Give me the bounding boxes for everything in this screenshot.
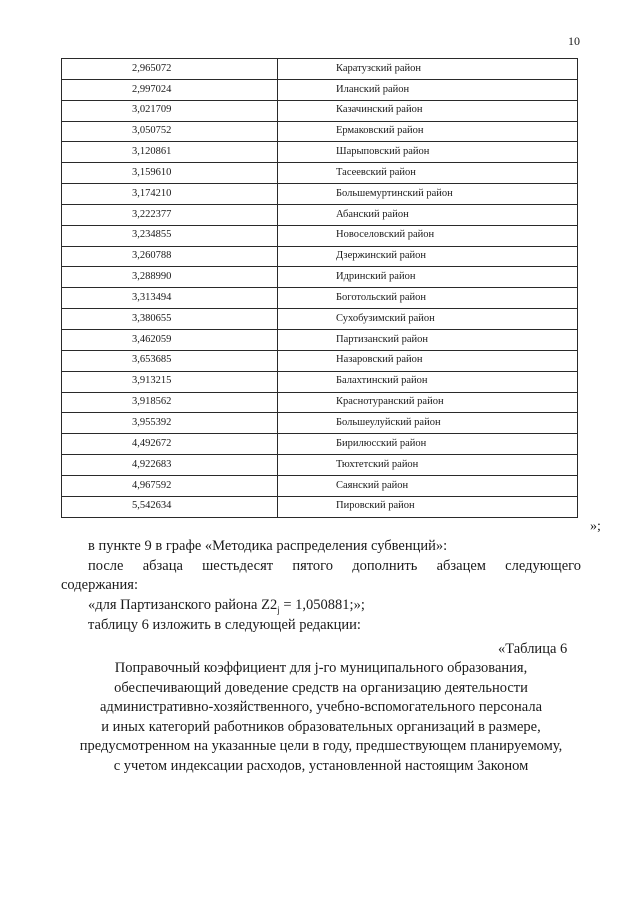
table-row (62, 246, 578, 267)
coefficient-value: 3,380655 (62, 309, 278, 330)
coefficient-value: 3,918562 (62, 392, 278, 413)
table-row (62, 392, 578, 413)
coefficient-value: 3,955392 (62, 413, 278, 434)
district-name: Шарыповский район (278, 142, 578, 163)
coefficient-value: 3,050752 (62, 121, 278, 142)
coefficient-value: 2,997024 (62, 79, 278, 100)
formula-subscript: j (277, 604, 280, 615)
table6-label: «Таблица 6 (498, 641, 568, 657)
coefficient-value: 3,288990 (62, 267, 278, 288)
table-row (62, 184, 578, 205)
table-row (62, 475, 578, 496)
amendment-paragraph-add: после абзаца шестьдесят пятого дополнить абзацем следующего (88, 558, 581, 574)
table-row (62, 225, 578, 246)
amendment-paragraph-add-cont: содержания: (61, 577, 139, 593)
coefficient-value: 3,174210 (62, 184, 278, 205)
table-row (62, 288, 578, 309)
table-row (62, 163, 578, 184)
table-row (62, 371, 578, 392)
formula-suffix: = 1,050881;»; (279, 597, 365, 613)
district-name: Саянский район (278, 475, 578, 496)
coefficient-table (61, 58, 578, 518)
table-row (62, 142, 578, 163)
table-row (62, 413, 578, 434)
coefficient-value: 3,234855 (62, 225, 278, 246)
table-row (62, 267, 578, 288)
table-row (62, 59, 578, 80)
district-name: Дзержинский район (278, 246, 578, 267)
district-name: Тюхтетский район (278, 455, 578, 476)
table-row (62, 204, 578, 225)
district-name: Большеулуйский район (278, 413, 578, 434)
coefficient-value: 2,965072 (62, 59, 278, 80)
coefficient-value: 3,120861 (62, 142, 278, 163)
caption-line: обеспечивающий доведение средств на организацию деятельности (114, 679, 528, 696)
coefficient-value: 3,159610 (62, 163, 278, 184)
caption-line: предусмотренном на указанные цели в году, предшествующем планируемому, (79, 738, 563, 755)
district-name: Тасеевский район (278, 163, 578, 184)
coefficient-value: 3,653685 (62, 350, 278, 371)
table-row (62, 309, 578, 330)
coefficient-value: 4,922683 (62, 455, 278, 476)
coefficient-value: 3,260788 (62, 246, 278, 267)
district-name: Идринский район (278, 267, 578, 288)
caption-line: административно-хозяйственного, учебно-вспомогательного персонала (99, 699, 543, 716)
district-name: Партизанский район (278, 329, 578, 350)
district-name: Назаровский район (278, 350, 578, 371)
table-row (62, 121, 578, 142)
coefficient-value: 3,462059 (62, 329, 278, 350)
coefficient-value: 3,313494 (62, 288, 278, 309)
table-row (62, 350, 578, 371)
district-name: Пировский район (278, 496, 578, 517)
amendment-point-9: в пункте 9 в графе «Методика распределения субвенций»: (88, 538, 448, 554)
district-name: Абанский район (278, 204, 578, 225)
district-name: Новоселовский район (278, 225, 578, 246)
district-name: Краснотуранский район (278, 392, 578, 413)
page-number: 10 (568, 34, 580, 48)
district-name: Каратузский район (278, 59, 578, 80)
caption-line: с учетом индексации расходов, установленной настоящим Законом (113, 757, 529, 774)
district-name: Балахтинский район (278, 371, 578, 392)
table-row (62, 455, 578, 476)
table-row (62, 79, 578, 100)
district-name: Ермаковский район (278, 121, 578, 142)
coefficient-value: 4,492672 (62, 434, 278, 455)
table-closing-quote: »; (590, 519, 601, 534)
table-row (62, 434, 578, 455)
district-name: Большемуртинский район (278, 184, 578, 205)
district-name: Сухобузимский район (278, 309, 578, 330)
table-row (62, 100, 578, 121)
coefficient-value: 3,913215 (62, 371, 278, 392)
caption-line: Поправочный коэффициент для j-го муниципального образования, (114, 660, 528, 676)
district-name: Бирилюсский район (278, 434, 578, 455)
district-name: Иланский район (278, 79, 578, 100)
table-row (62, 496, 578, 517)
table-row (62, 329, 578, 350)
district-name: Казачинский район (278, 100, 578, 121)
coefficient-value: 4,967592 (62, 475, 278, 496)
table6-caption (61, 659, 581, 777)
caption-line: и иных категорий работников образовательных организаций в размере, (101, 718, 541, 735)
district-name: Боготольский район (278, 288, 578, 309)
formula-prefix: «для Партизанского района Z2 (88, 597, 278, 613)
coefficient-value: 5,542634 (62, 496, 278, 517)
coefficient-value: 3,222377 (62, 204, 278, 225)
coefficient-value: 3,021709 (62, 100, 278, 121)
table6-instruction: таблицу 6 изложить в следующей редакции: (88, 617, 361, 633)
